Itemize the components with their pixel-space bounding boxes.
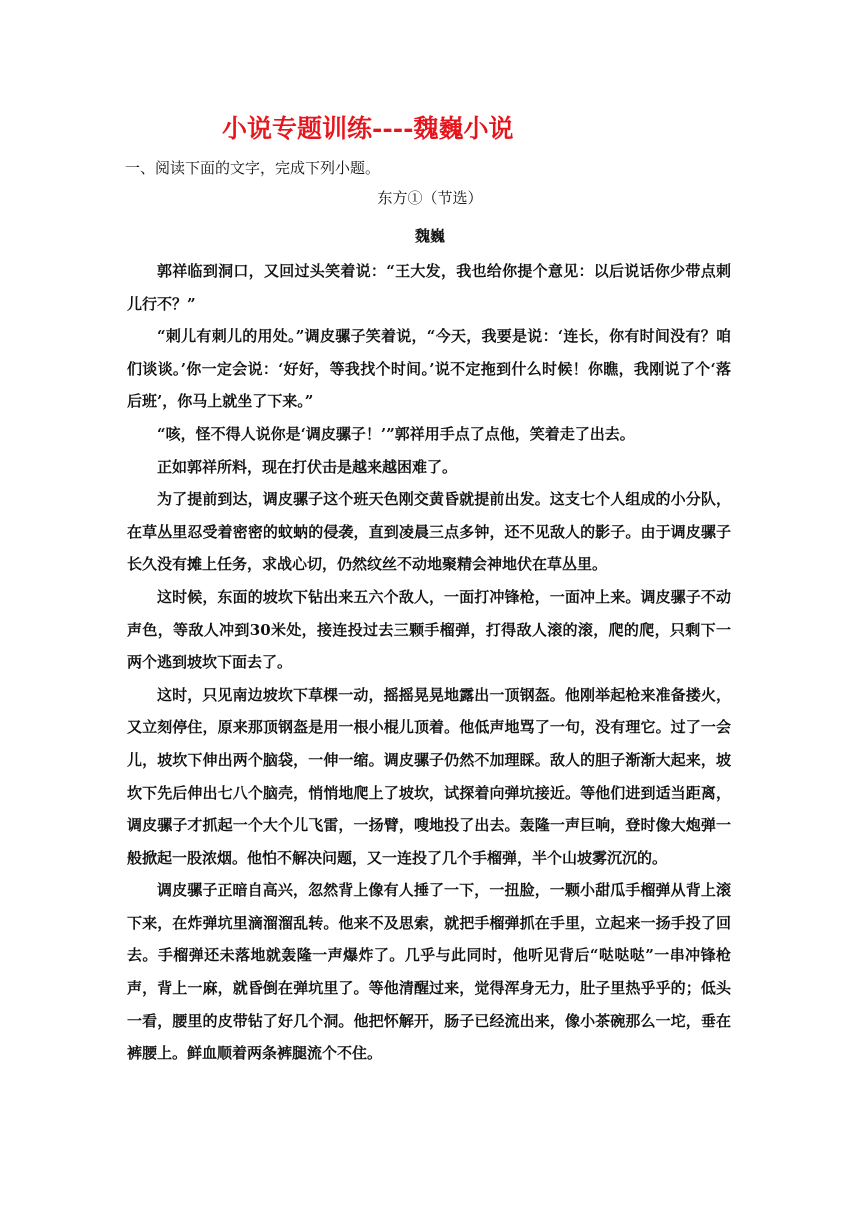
story-body bbox=[127, 255, 731, 1070]
story-title: 东方①（节选） bbox=[377, 189, 483, 207]
document-title: 小说专题训练----魏巍小说 bbox=[222, 114, 514, 143]
paragraph: “咳，怪不得人说你是‘调皮骡子！’”郭祥用手点了点他，笑着走了出去。 bbox=[157, 424, 635, 443]
paragraph: 正如郭祥所料，现在打伏击是越来越困难了。 bbox=[157, 457, 458, 476]
paragraph: 这时候，东面的坡坎下钻出来五六个敌人，一面打冲锋枪，一面冲上来。调皮骡子不动声色，等敌人冲到30米处，接连投过去三颗手榴弹，打得敌人滚的滚，爬的爬，只剩下一两个逃到坡坎下面去了。 bbox=[127, 587, 731, 672]
paragraph: “刺儿有刺儿的用处。”调皮骡子笑着说，“今天，我要是说：‘连长，你有时间没有？咱们谈谈。’你一定会说：‘好好，等我找个时间。’说不定拖到什么时候！你瞧，我刚说了个‘落后班’，你马上就坐了下来。” bbox=[127, 327, 731, 411]
paragraph: 郭祥临到洞口，又回过头笑着说：“王大发，我也给你提个意见：以后说话你少带点刺儿行不？” bbox=[127, 262, 731, 313]
paragraph: 为了提前到达，调皮骡子这个班天色刚交黄昏就提前出发。这支七个人组成的小分队，在草丛里忍受着密密的蚊蚋的侵袭，直到凌晨三点多钟，还不见敌人的影子。由于调皮骡子长久没有摊上任务，求战心切，仍然纹丝不动地聚精会神地伏在草丛里。 bbox=[127, 490, 731, 574]
paragraph: 这时，只见南边坡坎下草棵一动，摇摇晃晃地露出一顶钢盔。他刚举起枪来准备搂火，又立刻停住，原来那顶钢盔是用一根小棍儿顶着。他低声地骂了一句，没有理它。过了一会儿，坡坎下伸出两个脑袋，一伸一缩。调皮骡子仍然不加理睬。敌人的胆子渐渐大起来，坡坎下先后伸出七八个脑壳，悄悄地爬上了坡坎，试探着向弹坑接近。等他们进到适当距离，调皮骡子才抓起一个大个儿飞雷，一扬臂，嗖地投了出去。轰隆一声巨响，登时像大炮弹一般掀起一股浓烟。他怕不解决问题，又一连投了几个手榴弹，半个山坡雾沉沉的。 bbox=[127, 685, 731, 867]
story-author: 魏巍 bbox=[414, 227, 445, 245]
paragraph: 调皮骡子正暗自高兴，忽然背上像有人捶了一下，一扭脸，一颗小甜瓜手榴弹从背上滚下来，在炸弹坑里滴溜溜乱转。他来不及思索，就把手榴弹抓在手里，立起来一扬手投了回去。手榴弹还未落地就轰隆一声爆炸了。几乎与此同时，他听见背后“哒哒哒”一串冲锋枪声，背上一麻，就昏倒在弹坑里了。等他清醒过来，觉得浑身无力，肚子里热乎乎的；低头一看，腰里的皮带钻了好几个洞。他把怀解开，肠子已经流出来，像小茶碗那么一坨，垂在裤腰上。鲜血顺着两条裤腿流个不住。 bbox=[127, 881, 731, 1063]
question-instruction: 一、阅读下面的文字，完成下列小题。 bbox=[125, 159, 381, 177]
